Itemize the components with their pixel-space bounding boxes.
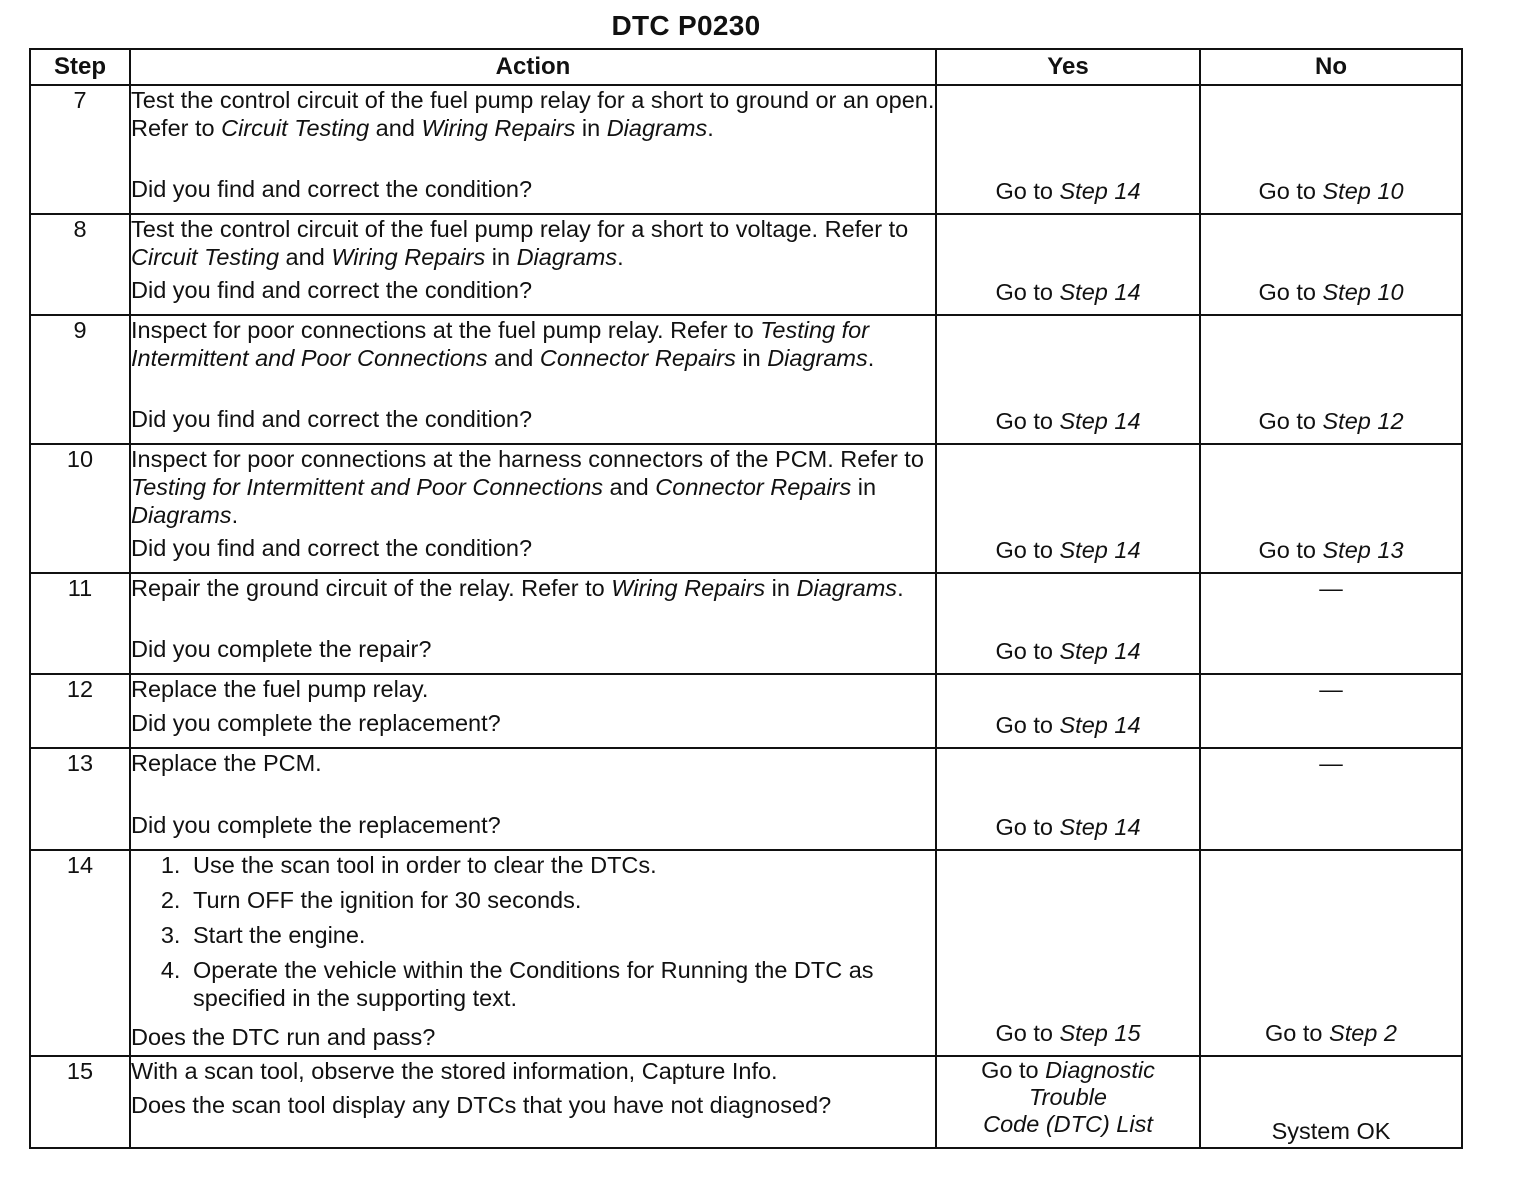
action-cell [130, 85, 936, 214]
action-cell [130, 214, 936, 315]
step-number: 8 [30, 214, 130, 315]
action-question: Did you complete the repair? [131, 636, 432, 662]
table-row [30, 315, 1462, 444]
no-cell: Go to Step 10 [1200, 85, 1462, 214]
action-text: Inspect for poor connections at the harness connectors of the PCM. Refer to Testing for Intermittent and Poor Connections and Connector Repairs in Diagrams. [131, 446, 924, 528]
table-row [30, 1056, 1462, 1148]
no-cell: System OK [1200, 1056, 1462, 1148]
action-question: Did you find and correct the condition? [131, 176, 533, 202]
action-text: Test the control circuit of the fuel pump relay for a short to voltage. Refer to Circuit Testing and Wiring Repairs in Diagrams. [131, 216, 909, 270]
yes-cell: Go to Step 14 [936, 315, 1200, 444]
yes-cell: Go to Step 14 [936, 444, 1200, 573]
table-row [30, 214, 1462, 315]
action-question: Does the DTC run and pass? [131, 1024, 436, 1050]
header-no: No [1200, 49, 1462, 85]
action-text: Replace the fuel pump relay. [131, 676, 429, 702]
yes-cell: Go to Step 14 [936, 748, 1200, 850]
action-question: Did you find and correct the condition? [131, 277, 533, 303]
action-text: Repair the ground circuit of the relay. Refer to Wiring Repairs in Diagrams. [131, 575, 904, 601]
action-question: Did you complete the replacement? [131, 812, 501, 838]
no-cell: Go to Step 12 [1200, 315, 1462, 444]
action-cell [130, 573, 936, 674]
step-number: 12 [30, 674, 130, 748]
action-cell [130, 674, 936, 748]
yes-cell: Go to Diagnostic Trouble Code (DTC) List [936, 1056, 1200, 1148]
no-cell: Go to Step 2 [1200, 850, 1462, 1056]
header-step: Step [30, 49, 130, 85]
action-cell [130, 444, 936, 573]
header-row [30, 49, 1462, 85]
action-question: Did you find and correct the condition? [131, 535, 533, 561]
list-item: 3. Start the engine. [187, 921, 935, 949]
action-cell [130, 1056, 936, 1148]
yes-cell: Go to Step 14 [936, 674, 1200, 748]
table-row [30, 444, 1462, 573]
page-title: DTC P0230 [611, 10, 761, 41]
table-row [30, 674, 1462, 748]
no-cell: Go to Step 13 [1200, 444, 1462, 573]
no-cell: — [1200, 674, 1462, 748]
yes-cell: Go to Step 14 [936, 573, 1200, 674]
list-item: 4. Operate the vehicle within the Conditions for Running the DTC as specified in the supporting text. [187, 956, 935, 1012]
procedure-list [131, 851, 935, 1019]
yes-cell: Go to Step 14 [936, 214, 1200, 315]
step-number: 10 [30, 444, 130, 573]
step-number: 9 [30, 315, 130, 444]
no-cell: Go to Step 10 [1200, 214, 1462, 315]
step-number: 7 [30, 85, 130, 214]
step-number: 11 [30, 573, 130, 674]
step-number: 14 [30, 850, 130, 1056]
yes-cell: Go to Step 14 [936, 85, 1200, 214]
list-item: 2. Turn OFF the ignition for 30 seconds. [187, 886, 935, 914]
action-question: Did you complete the replacement? [131, 710, 501, 736]
diagnostic-table [29, 48, 1463, 1149]
table-row [30, 748, 1462, 850]
table-row [30, 85, 1462, 214]
header-action: Action [130, 49, 936, 85]
step-number: 15 [30, 1056, 130, 1148]
list-item: 1. Use the scan tool in order to clear the DTCs. [187, 851, 935, 879]
no-cell: — [1200, 748, 1462, 850]
yes-cell: Go to Step 15 [936, 850, 1200, 1056]
action-question: Does the scan tool display any DTCs that you have not diagnosed? [131, 1092, 832, 1118]
action-text: Replace the PCM. [131, 750, 322, 776]
header-yes: Yes [936, 49, 1200, 85]
action-cell [130, 315, 936, 444]
action-cell [130, 748, 936, 850]
action-question: Did you find and correct the condition? [131, 406, 533, 432]
no-cell: — [1200, 573, 1462, 674]
table-row [30, 850, 1462, 1056]
action-cell [130, 850, 936, 1056]
action-text: Inspect for poor connections at the fuel pump relay. Refer to Testing for Intermittent and Poor Connections and Connector Repairs in Diagrams. [131, 317, 875, 371]
action-text: Test the control circuit of the fuel pump relay for a short to ground or an open. Refer to Circuit Testing and Wiring Repairs in Diagrams. [131, 87, 935, 141]
step-number: 13 [30, 748, 130, 850]
action-text: With a scan tool, observe the stored information, Capture Info. [131, 1058, 778, 1084]
table-row [30, 573, 1462, 674]
